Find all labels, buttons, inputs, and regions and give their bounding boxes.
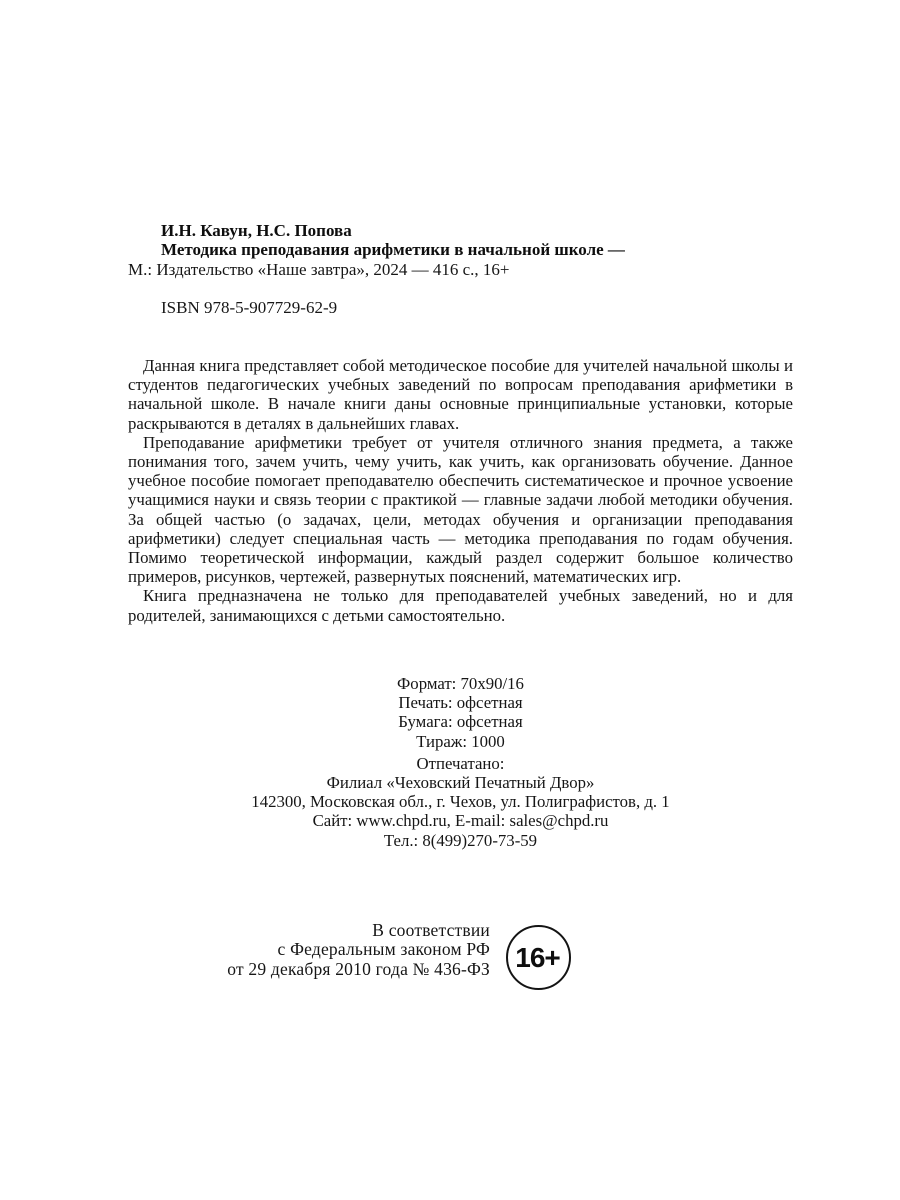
printer-address-line: 142300, Московская обл., г. Чехов, ул. Полиграфистов, д. 1 — [251, 792, 670, 812]
age-badge-16plus: 16+ — [506, 925, 571, 990]
annotation-paragraph: Книга предназначена не только для преподавателей учебных заведений, но и для родителей, занимающихся с детьми самостоятельно. — [128, 586, 793, 625]
bibliographic-block — [128, 221, 793, 318]
paper-line: Бумага: офсетная — [398, 712, 523, 732]
publisher-line: М.: Издательство «Наше завтра», 2024 — 416 с., 16+ — [128, 259, 510, 279]
printer-contacts-line: Сайт: www.chpd.ru, E-mail: sales@chpd.ru — [312, 811, 609, 831]
law-line: от 29 декабря 2010 года № 436-ФЗ — [227, 958, 490, 979]
authors-line: И.Н. Кавун, Н.С. Попова — [161, 221, 352, 240]
print-specs-block — [128, 674, 793, 850]
format-line: Формат: 70х90/16 — [397, 674, 524, 693]
age-restriction-block — [128, 921, 571, 990]
law-line: с Федеральным законом РФ — [277, 939, 490, 960]
book-title-line: Методика преподавания арифметики в начальной школе — — [161, 240, 625, 260]
law-line: В соответствии — [372, 920, 490, 940]
annotation-paragraph: Данная книга представляет собой методическое пособие для учителей начальной школы и студентов педагогических учебных заведений по вопросам преподавания арифметики в начальной школе. В начале книги даны основные принципиальные установки, которые раскрываются в деталях в дальнейших главах. — [128, 356, 793, 433]
printer-phone-line: Тел.: 8(499)270-73-59 — [383, 830, 538, 850]
printed-at-label: Отпечатано: — [416, 753, 505, 773]
federal-law-text — [128, 921, 490, 979]
printer-name-line: Филиал «Чеховский Печатный Двор» — [326, 773, 595, 793]
annotation-paragraph: Преподавание арифметики требует от учителя отличного знания предмета, а также понимания того, зачем учить, чему учить, как учить, как организовать обучение. Данное учебное пособие помогает преподавателю обеспечить систематическое и прочное усвоение учащимися науки и связь теории с практикой — главные задачи любой методики обучения. За общей частью (о задачах, цели, методах обучения и организации преподавания арифметики) следует специальная часть — методика преподавания по годам обучения. Помимо теоретической информации, каждый раздел содержит большое количество примеров, рисунков, чертежей, развернутых пояснений, математических игр. — [128, 432, 793, 587]
annotation-block — [128, 356, 793, 625]
print-type-line: Печать: офсетная — [398, 693, 523, 713]
isbn-line: ISBN 978-5-907729-62-9 — [161, 298, 338, 318]
circulation-line: Тираж: 1000 — [416, 731, 505, 751]
